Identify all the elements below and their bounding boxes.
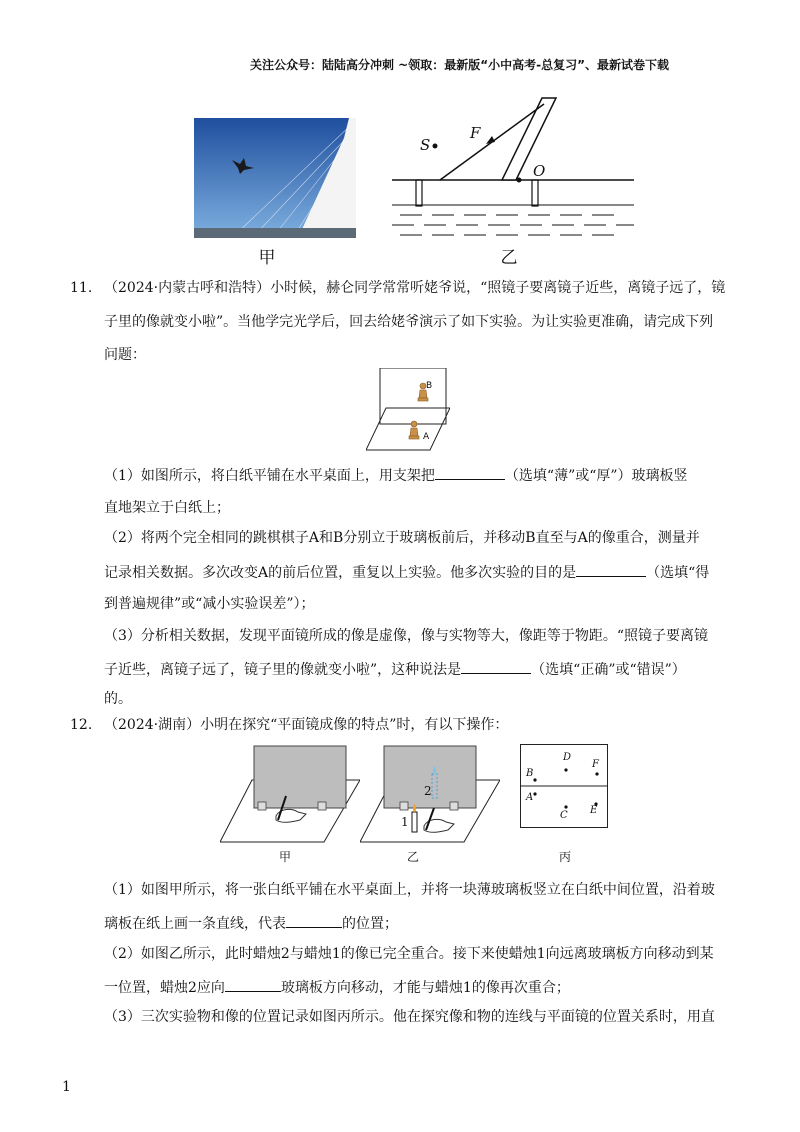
q12-caption-bing: 丙 [558,850,571,864]
q11-part3-a: （3）分析相关数据，发现平面镜所成的像是虚像，像与实物等大，像距等于物距。“照镜子要离镜 [104,628,709,644]
figure-yi-caption: 乙 [500,248,518,268]
q12-bing-label-c: C [560,810,568,821]
q11-figure-label-a: A [423,432,430,442]
q12-bing-label-a: A [526,792,534,803]
page-number: 1 [62,1079,71,1095]
q12-part1-a: （1）如图甲所示，将一张白纸平铺在水平桌面上，并将一块薄玻璃板竖立在白纸中间位置，沿着玻 [104,882,715,898]
q12-figure-jia [220,740,360,844]
figure-yi-label-o: O [533,162,546,180]
q11-line2: 子里的像就变小啦”。当他学完光学后，回去给姥爷演示了如下实验。为让实验更准确，请完成下列 [104,314,714,330]
q11-part2-b: 记录相关数据。多次改变A的前后位置，重复以上实验。他多次实验的目的是 （选填“得 [104,562,709,582]
figure-yi-label-f: F [470,124,481,142]
q12-part2-b: 一位置，蜡烛2应向 玻璃板方向移动，才能与蜡烛1的像再次重合； [104,977,570,997]
q11-part2-d: 到普遍规律”或“减小实验误差”）； [104,596,315,612]
q11-part1-a: （1）如图所示，将白纸平铺在水平桌面上，用支架把 （选填“薄”或“厚”）玻璃板竖 [104,465,688,485]
q12-blank-1[interactable] [286,913,342,928]
q12-bing-label-f: F [592,759,599,770]
q11-number: 11. [70,280,93,296]
q11-blank-3[interactable] [461,659,531,674]
q12-number: 12. [70,717,93,733]
q11-blank-2[interactable] [576,562,646,577]
figure-yi-diagram [392,92,637,242]
q11-figure-label-b: B [426,381,433,391]
q11-line3: 问题： [104,347,146,363]
q11-part2-a: （2）将两个完全相同的跳棋棋子A和B分别立于玻璃板前后，并移动B直至与A的像重合，测量并 [104,530,700,546]
q12-blank-2[interactable] [225,977,281,992]
figure-jia-caption: 甲 [258,248,276,268]
figure-jia-photo [194,118,356,238]
q11-part3-d: 的。 [104,691,132,707]
q11-part1-c: 直地架立于白纸上； [104,500,230,516]
q11-part3-b: 子近些，离镜子远了，镜子里的像就变小啦”，这种说法是 （选填“正确”或“错误”） [104,659,686,679]
q12-bing-label-b: B [526,768,534,779]
q12-yi-label-2: 2 [424,784,432,798]
q12-part2-a: （2）如图乙所示，此时蜡烛2与蜡烛1的像已完全重合。接下来使蜡烛1向远离玻璃板方向移动到某 [104,946,714,962]
q11-line1: （2024·内蒙古呼和浩特）小时候，赫仑同学常常听姥爷说，“照镜子要离镜子近些，离镜子远了，镜 [104,280,726,296]
q12-caption-yi: 乙 [406,850,419,864]
q12-line1: （2024·湖南）小明在探究“平面镜成像的特点”时，有以下操作： [104,717,509,733]
figure-yi-label-s: S [420,136,431,154]
q12-part3-a: （3）三次实验物和像的位置记录如图丙所示。他在探究像和物的连线与平面镜的位置关系时，用直 [104,1009,715,1025]
page-header: 关注公众号：陆陆高分冲刺 ~领取：最新版“小中高考-总复习”、最新试卷下载 [250,58,669,72]
q12-bing-label-d: D [563,752,572,763]
q12-caption-jia: 甲 [278,850,291,864]
q12-part1-b: 璃板在纸上画一条直线，代表 的位置； [104,913,398,933]
q12-yi-label-1: 1 [401,815,409,829]
q11-blank-1[interactable] [435,465,505,480]
q11-figure-mirror [366,368,450,452]
q12-bing-label-e: E [590,805,598,816]
